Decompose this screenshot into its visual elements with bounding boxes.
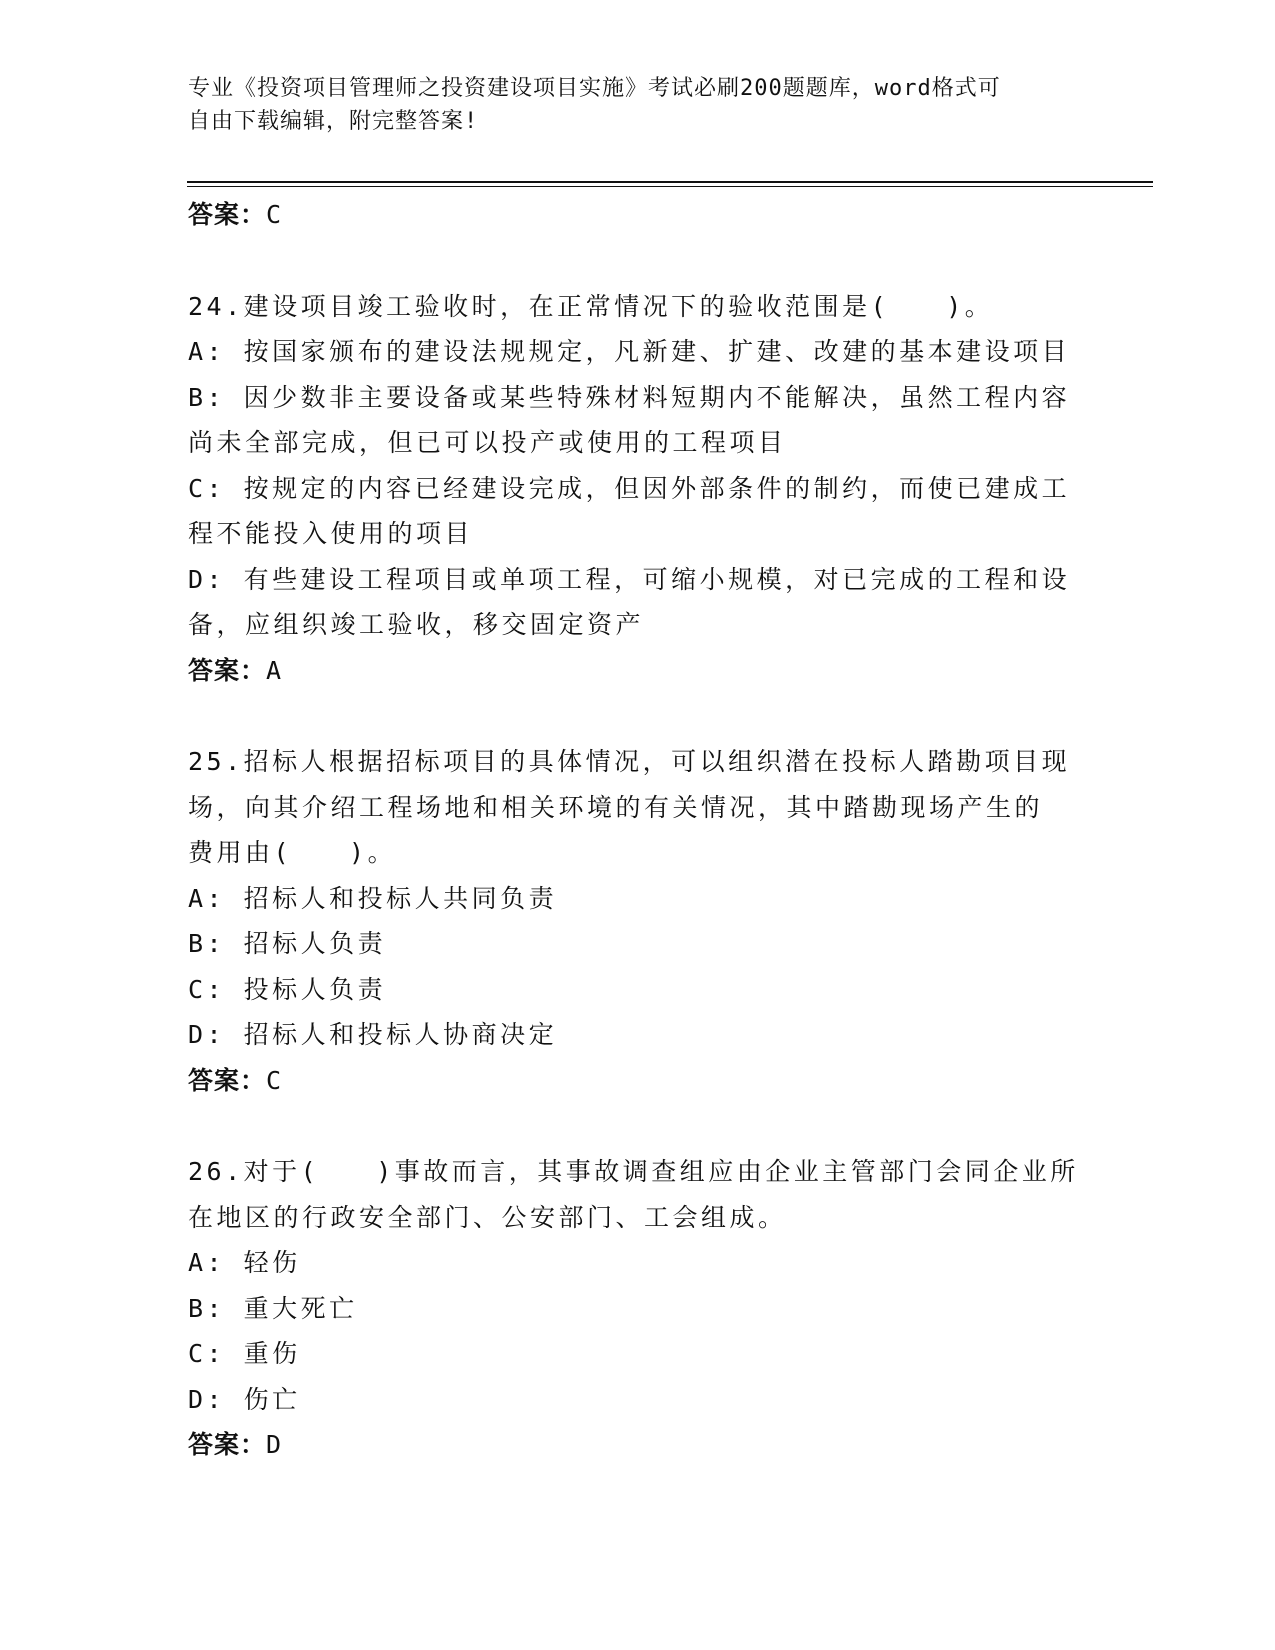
option-line: C: 重伤 [188, 1339, 301, 1368]
question-stem-line: 24.建设项目竣工验收时，在正常情况下的验收范围是( )。 [188, 291, 994, 321]
question-block [188, 239, 1088, 695]
answer-line [188, 1422, 1088, 1469]
answer-label: 答案： [188, 656, 267, 685]
question-stem-line: 费用由( )。 [188, 838, 397, 867]
option-line: A: 轻伤 [188, 1248, 301, 1277]
answer-value: D [266, 1430, 282, 1459]
header-line-1: 专业《投资项目管理师之投资建设项目实施》考试必刷200题题库，word格式可 [188, 76, 1001, 101]
header-rule-thin [187, 186, 1153, 187]
question-spacer [188, 239, 1088, 284]
option-line: B: 重大死亡 [188, 1293, 358, 1323]
answer-line [188, 648, 1088, 695]
answer-line [188, 1058, 1088, 1105]
header-line-2: 自由下载编辑，附完整答案! [188, 109, 479, 134]
previous-answer [188, 192, 1088, 239]
option-line: A: 按国家颁布的建设法规规定，凡新建、扩建、改建的基本建设项目 [188, 337, 1071, 366]
question-stem-line: 场，向其介绍工程场地和相关环境的有关情况，其中踏勘现场产生的 [188, 792, 1044, 822]
question-stem-line: 25.招标人根据招标项目的具体情况，可以组织潜在投标人踏勘项目现 [188, 747, 1071, 776]
option-line: A: 招标人和投标人共同负责 [188, 883, 558, 913]
answer-label: 答案： [188, 1431, 267, 1459]
option-line: 备，应组织竣工验收，移交固定资产 [188, 610, 645, 639]
option-line: B: 因少数非主要设备或某些特殊材料短期内不能解决，虽然工程内容 [188, 382, 1071, 412]
answer-value: C [266, 200, 282, 229]
option-line: C: 投标人负责 [188, 974, 387, 1004]
question-block [188, 694, 1088, 1104]
question-stem-line: 26.对于( )事故而言，其事故调查组应由企业主管部门会同企业所 [188, 1157, 1079, 1186]
answer-value: A [266, 655, 282, 685]
option-line: B: 招标人负责 [188, 929, 387, 958]
option-line: C: 按规定的内容已经建设完成，但因外部条件的制约，而使已建成工 [188, 473, 1071, 503]
question-block [188, 1104, 1088, 1469]
answer-label: 答案： [188, 201, 267, 229]
document-body [188, 192, 1088, 1469]
option-line: D: 招标人和投标人协商决定 [188, 1020, 558, 1049]
question-spacer [188, 694, 1088, 739]
document-header [188, 72, 1088, 138]
option-line: D: 伤亡 [188, 1384, 301, 1414]
option-line: D: 有些建设工程项目或单项工程，可缩小规模，对已完成的工程和设 [188, 564, 1071, 594]
question-stem-line: 在地区的行政安全部门、公安部门、工会组成。 [188, 1202, 787, 1232]
option-line: 尚未全部完成，但已可以投产或使用的工程项目 [188, 428, 787, 457]
option-line: 程不能投入使用的项目 [188, 519, 474, 548]
question-list [188, 239, 1088, 1469]
answer-value: C [266, 1065, 282, 1095]
header-rule-thick [187, 181, 1153, 183]
question-spacer [188, 1104, 1088, 1149]
answer-label: 答案： [188, 1066, 267, 1095]
